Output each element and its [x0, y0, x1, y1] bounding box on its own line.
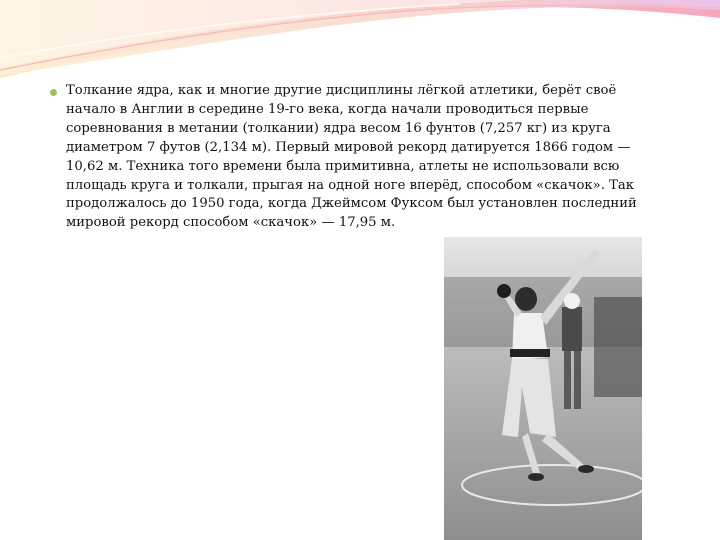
athlete-photo	[444, 237, 642, 540]
decorative-wave-banner	[0, 0, 720, 80]
athlete-photo-illustration	[444, 237, 642, 540]
text-block	[50, 82, 660, 233]
paragraph: Толкание ядра, как и многие другие дисциплины лёгкой атлетики, берёт своё начало в Англии в середине 19-го века, когда начали проводиться первые соревнования в метании (толкании) ядра весом 16 фунтов (7,257 кг) из круга диаметром 7 футов (2,134 м). Первый мировой рекорд датируется 1866 годом — 10,62 м. Техника того времени была примитивна, атлеты не использовали всю площадь круга и толкали, прыгая на одной ноге вперёд, способом «скачок». Так продолжалось до 1950 года, когда Джеймсом Фуксом был установлен последний мировой рекорд способом «скачок» — 17,95 м.	[66, 83, 637, 231]
bullet-icon	[50, 89, 57, 96]
